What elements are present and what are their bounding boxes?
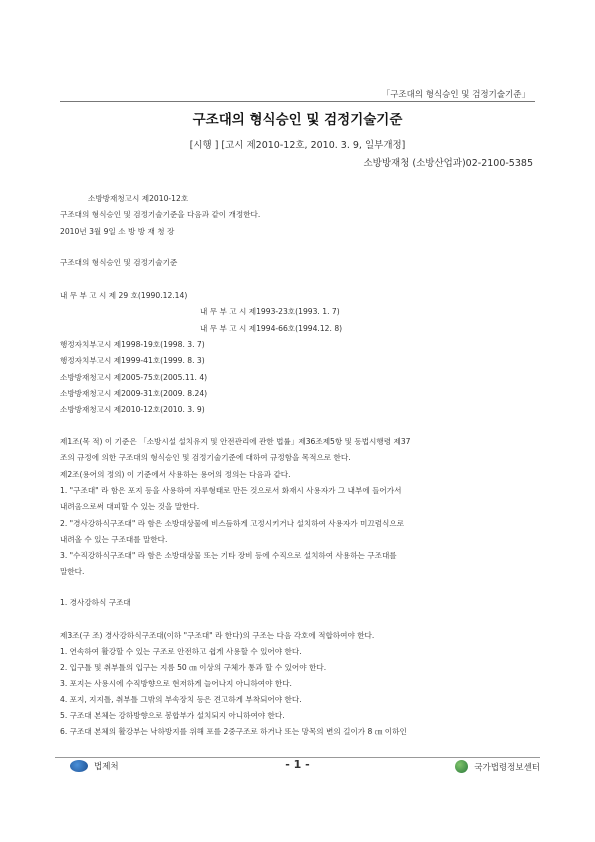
body-line: 소방방재청고시 제2010-12호 <box>88 194 189 203</box>
body-line: 2. 입구틀 및 취부틀의 입구는 지름 50 ㎝ 이상의 구체가 통과 할 수 있어야 한다. <box>60 663 327 672</box>
body-line: 3. 포지는 사용시에 수직방향으로 현저하게 늘어나지 아니하여야 한다. <box>60 679 292 688</box>
body-line: 제2조(용어의 정의) 이 기준에서 사용하는 용어의 정의는 다음과 같다. <box>60 470 291 479</box>
globe-logo-icon <box>455 760 468 773</box>
header-reference: 「구조대의 형식승인 및 검정기술기준」 <box>381 90 530 100</box>
body-line: 내려옴으로써 대피할 수 있는 것을 말한다. <box>60 502 200 511</box>
body-line: 소방방재청고시 제2010-12호(2010. 3. 9) <box>60 405 205 414</box>
enforcement-info: [시행 ] [고시 제2010-12호, 2010. 3. 9, 일부개정] <box>189 140 406 151</box>
body-line: 소방방재청고시 제2005-75호(2005.11. 4) <box>60 373 208 382</box>
footer-right-label: 국가법령정보센터 <box>474 762 540 773</box>
body-line: 내 무 부 고 시 제1993-23호(1993. 1. 7) <box>200 307 340 316</box>
body-line: 1. 연속하여 활강할 수 있는 구조로 안전하고 쉽게 사용할 수 있어야 한다. <box>60 647 302 656</box>
page-number: - 1 - <box>285 758 310 771</box>
body-line: 4. 포지, 지지틀, 취부틀 그밖의 부속장치 등은 견고하게 부착되어야 한다. <box>60 695 302 704</box>
body-line: 내 무 부 고 시 제1994-66호(1994.12. 8) <box>200 324 343 333</box>
body-line: 조의 규정에 의한 구조대의 형식승인 및 검정기술기준에 대하여 규정함을 목적으로 한다. <box>60 453 351 462</box>
agency-contact: 소방방재청 (소방산업과)02-2100-5385 <box>363 158 533 169</box>
footer-left-label: 법제처 <box>94 762 119 772</box>
footer-right <box>455 760 540 773</box>
body-line: 1. "구조대" 라 함은 포지 등을 사용하여 자루형태로 만든 것으로서 화재시 사용자가 그 내부에 들어가서 <box>60 486 402 495</box>
body-line: 구조대의 형식승인 및 검정기술기준을 다음과 같이 개정한다. <box>60 210 261 219</box>
body-line: 2. "경사강하식구조대" 라 함은 소방대상물에 비스듬하게 고정시키거나 설치하여 사용자가 미끄럼식으로 <box>60 519 405 528</box>
body-line: 행정자치부고시 제1998-19호(1998. 3. 7) <box>60 340 205 349</box>
body-line: 소방방재청고시 제2009-31호(2009. 8.24) <box>60 389 208 398</box>
body-line: 2010년 3월 9일 소 방 방 재 청 장 <box>60 227 175 236</box>
page-title: 구조대의 형식승인 및 검정기술기준 <box>192 112 403 128</box>
section-heading: 1. 경사강하식 구조대 <box>60 598 131 607</box>
body-line: 구조대의 형식승인 및 검정기술기준 <box>60 258 178 267</box>
body-line: 행정자치부고시 제1999-41호(1999. 8. 3) <box>60 356 205 365</box>
body-line: 제3조(구 조) 경사강하식구조대(이하 "구조대" 라 한다)의 구조는 다음 각호에 적합하여야 한다. <box>60 631 375 640</box>
body-line: 제1조(목 적) 이 기준은 「소방시설 설치유지 및 안전관리에 관한 법률」제36조제5항 및 동법시행령 제37 <box>60 437 411 446</box>
header-divider <box>60 101 535 102</box>
body-line: 내 무 부 고 시 제 29 호(1990.12.14) <box>60 291 188 300</box>
body-line: 5. 구조대 본체는 강하방향으로 봉합부가 설치되지 아니하여야 한다. <box>60 711 285 720</box>
body-line: 3. "수직강하식구조대" 라 함은 소방대상물 또는 기타 장비 등에 수직으로 설치하여 사용하는 구조대를 <box>60 551 397 560</box>
body-line: 내려올 수 있는 구조대를 말한다. <box>60 535 168 544</box>
body-line: 말한다. <box>60 567 85 576</box>
body-line: 6. 구조대 본체의 활강부는 낙하방지를 위해 포를 2중구조로 하거나 또는 망목의 변의 길이가 8 ㎝ 이하인 <box>60 727 407 736</box>
